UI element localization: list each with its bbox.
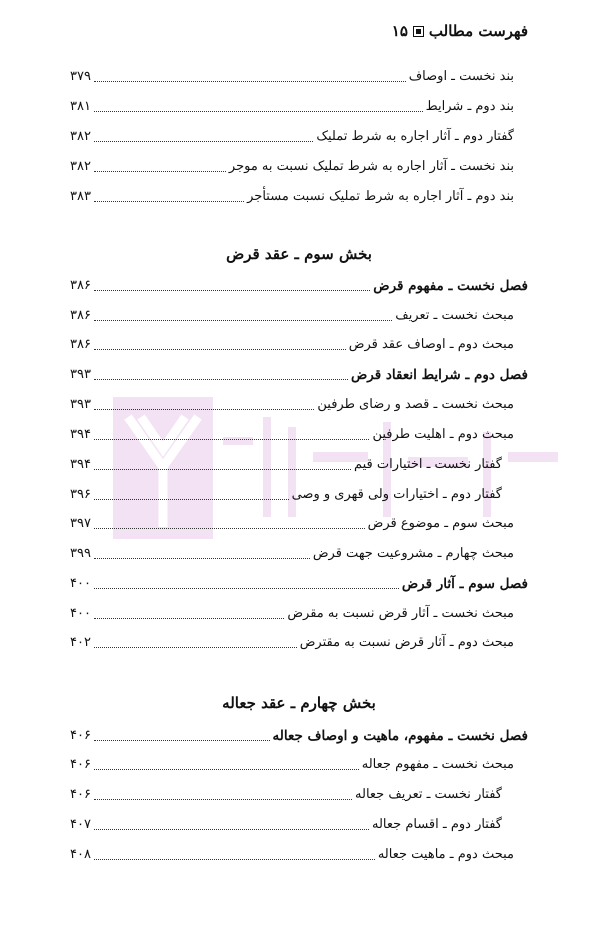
dot-leader xyxy=(94,829,369,830)
dot-leader xyxy=(94,528,365,529)
toc-row[interactable] xyxy=(70,542,528,564)
toc-row[interactable] xyxy=(70,393,528,415)
toc-page: ۳۹۳ xyxy=(70,367,91,382)
toc-page: ۳۸۲ xyxy=(70,129,91,144)
toc-title: فصل نخست ـ مفهوم قرض xyxy=(373,278,528,294)
toc-row-chapter[interactable] xyxy=(70,274,528,296)
toc-page: ۳۹۷ xyxy=(70,516,91,531)
toc-row[interactable] xyxy=(70,333,528,355)
toc-row[interactable] xyxy=(70,843,528,865)
dot-leader xyxy=(94,81,406,82)
toc-page: ۴۰۰ xyxy=(70,606,91,621)
toc-row[interactable] xyxy=(70,185,528,207)
toc-title: فصل نخست ـ مفهوم، ماهیت و اوصاف جعاله xyxy=(272,728,528,744)
toc-title: مبحث دوم ـ ماهیت جعاله xyxy=(377,847,514,862)
toc-row[interactable] xyxy=(70,512,528,534)
dot-leader xyxy=(94,171,226,172)
page-header xyxy=(392,22,528,40)
toc-title: بند دوم ـ آثار اجاره به شرط تملیک نسبت مستأجر xyxy=(247,189,514,204)
toc-title: گفتار دوم ـ آثار اجاره به شرط تملیک xyxy=(316,129,514,144)
dot-leader xyxy=(94,439,370,440)
toc-page: ۳۸۶ xyxy=(70,337,91,352)
toc-row[interactable] xyxy=(70,631,528,653)
toc-title: بند دوم ـ شرایط xyxy=(425,99,514,114)
toc-page: ۳۹۴ xyxy=(70,457,91,472)
toc-row[interactable] xyxy=(70,783,528,805)
toc-title: فصل دوم ـ شرایط انعقاد قرض xyxy=(350,367,528,383)
dot-leader xyxy=(94,859,375,860)
toc-title: گفتار نخست ـ تعریف جعاله xyxy=(355,787,502,802)
dot-leader xyxy=(94,740,270,741)
toc-title: گفتار دوم ـ اقسام جعاله xyxy=(371,817,502,832)
toc-page: ۳۹۴ xyxy=(70,427,91,442)
section-heading: بخش چهارم ـ عقد جعاله xyxy=(222,694,376,712)
dot-leader xyxy=(94,469,351,470)
dot-leader xyxy=(94,769,359,770)
header-title: فهرست مطالب xyxy=(428,22,528,40)
dot-leader xyxy=(94,141,313,142)
toc-row[interactable] xyxy=(70,125,528,147)
dot-leader xyxy=(94,320,392,321)
toc-page: ۴۰۸ xyxy=(70,847,91,862)
toc-page: ۳۸۶ xyxy=(70,278,91,293)
dot-leader xyxy=(94,499,289,500)
toc-page: ۴۰۲ xyxy=(70,635,91,650)
toc-page: ۴۰۰ xyxy=(70,576,91,591)
dot-leader xyxy=(94,558,310,559)
toc-title: گفتار نخست ـ اختیارات قیم xyxy=(353,457,502,472)
header-page-number: ۱۵ xyxy=(391,22,408,40)
toc-page: ۳۸۶ xyxy=(70,308,91,323)
toc-row[interactable] xyxy=(70,304,528,326)
toc-title: مبحث نخست ـ مفهوم جعاله xyxy=(361,757,514,772)
dot-leader xyxy=(94,349,346,350)
toc-row[interactable] xyxy=(70,813,528,835)
toc-row[interactable] xyxy=(70,602,528,624)
toc-title: مبحث دوم ـ اوصاف عقد قرض xyxy=(348,337,514,352)
toc-title: مبحث دوم ـ آثار قرض نسبت به مقترض xyxy=(299,635,514,650)
toc-title: بند نخست ـ آثار اجاره به شرط تملیک نسبت به موجر xyxy=(228,159,514,174)
dot-leader xyxy=(94,409,314,410)
toc-page: ۳۹۹ xyxy=(70,546,91,561)
dot-leader xyxy=(94,111,423,112)
toc-page: ۳۸۳ xyxy=(70,189,91,204)
toc-page: ۴۰۶ xyxy=(70,728,91,743)
toc-page: ۳۷۹ xyxy=(70,69,91,84)
toc-title: مبحث نخست ـ تعریف xyxy=(395,308,514,323)
toc-title: مبحث چهارم ـ مشروعیت جهت قرض xyxy=(312,546,514,561)
square-bullet-icon xyxy=(413,26,424,37)
toc-row-chapter[interactable] xyxy=(70,572,528,594)
dot-leader xyxy=(94,618,284,619)
toc-page: ۳۹۶ xyxy=(70,487,91,502)
toc-row[interactable] xyxy=(70,753,528,775)
toc-title: بند نخست ـ اوصاف xyxy=(408,69,514,84)
toc-title: مبحث نخست ـ آثار قرض نسبت به مقرض xyxy=(287,606,514,621)
dot-leader xyxy=(94,588,399,589)
toc-title: گفتار دوم ـ اختیارات ولی قهری و وصی xyxy=(291,487,502,502)
toc-page: ۴۰۶ xyxy=(70,787,91,802)
toc-page: ۳۹۳ xyxy=(70,397,91,412)
dot-leader xyxy=(94,647,297,648)
toc-page: ۴۰۷ xyxy=(70,817,91,832)
toc-title: فصل سوم ـ آثار قرض xyxy=(401,576,528,592)
toc-title: مبحث سوم ـ موضوع قرض xyxy=(367,516,514,531)
toc-page: ۳۸۱ xyxy=(70,99,91,114)
toc-row[interactable] xyxy=(70,483,528,505)
toc-page: ۳۸۲ xyxy=(70,159,91,174)
toc-row[interactable] xyxy=(70,453,528,475)
toc-row[interactable] xyxy=(70,95,528,117)
toc-row[interactable] xyxy=(70,155,528,177)
dot-leader xyxy=(94,379,348,380)
toc-row-chapter[interactable] xyxy=(70,724,528,746)
toc-row[interactable] xyxy=(70,423,528,445)
toc-row-chapter[interactable] xyxy=(70,363,528,385)
section-heading: بخش سوم ـ عقد قرض xyxy=(226,245,372,263)
dot-leader xyxy=(94,290,370,291)
toc-title: مبحث دوم ـ اهلیت طرفین xyxy=(372,427,514,442)
toc-page: ۴۰۶ xyxy=(70,757,91,772)
toc-row[interactable] xyxy=(70,65,528,87)
dot-leader xyxy=(94,201,244,202)
dot-leader xyxy=(94,799,352,800)
toc-title: مبحث نخست ـ قصد و رضای طرفین xyxy=(317,397,514,412)
